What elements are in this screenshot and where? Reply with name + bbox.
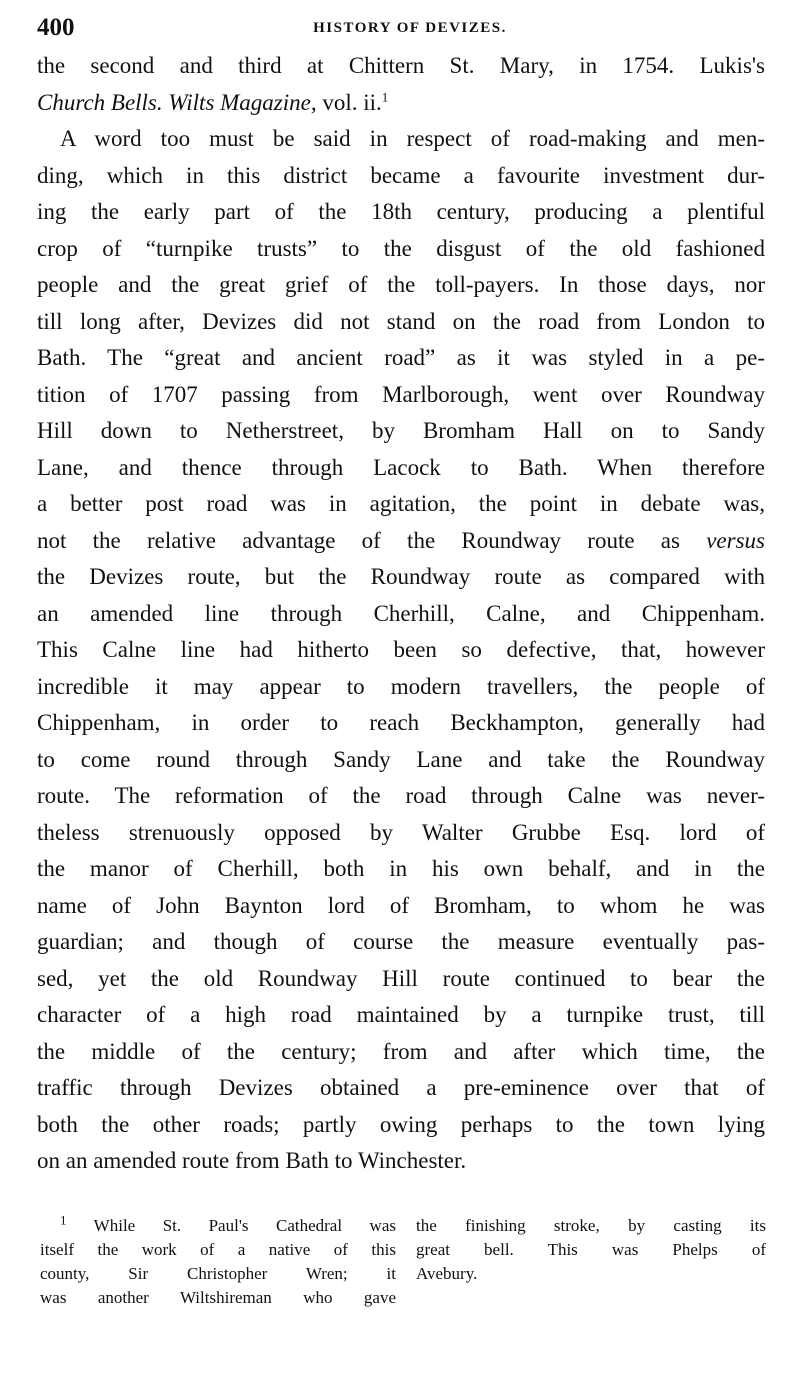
text-line: sed, yet the old Roundway Hill route continued to bear the [37, 965, 765, 991]
text-line: ding, which in this district became a favourite investment dur- [37, 162, 765, 188]
text-line: both the other roads; partly owing perhaps to the town lying [37, 1111, 765, 1137]
page-number: 400 [37, 14, 75, 41]
footnote-line [40, 1214, 396, 1238]
text: vol. ii. [316, 89, 382, 115]
text-line: the second and third at Chittern St. Mary, in 1754. Lukis's [37, 53, 765, 78]
text-line: ing the early part of the 18th century, producing a plentiful [37, 199, 765, 224]
text-line: incredible it may appear to modern travellers, the people of [37, 673, 765, 699]
italic-word: versus [706, 527, 765, 553]
text-line: A word too must be said in respect of road-making and men- [60, 126, 765, 151]
text-line: route. The reformation of the road through Calne was never- [37, 783, 765, 808]
text-line: Hill down to Netherstreet, by Bromham Hall on to Sandy [37, 418, 765, 443]
text-line: traffic through Devizes obtained a pre-eminence over that of [37, 1075, 765, 1100]
text-line: the middle of the century; from and after which time, the [37, 1038, 765, 1064]
text-line: the manor of Cherhill, both in his own behalf, and in the [37, 856, 765, 881]
text-line: the Devizes route, but the Roundway route as compared with [37, 564, 765, 589]
footnote-line: great bell. This was Phelps of [416, 1240, 766, 1259]
footnote-marker: 1 [60, 1212, 67, 1228]
text-line: Chippenham, in order to reach Beckhampton, generally had [37, 710, 765, 735]
text-line: an amended line through Cherhill, Calne, and Chippenham. [37, 600, 765, 626]
footnote-line: itself the work of a native of this [40, 1240, 396, 1259]
text-line: to come round through Sandy Lane and take the Roundway [37, 746, 765, 772]
text-line: theless strenuously opposed by Walter Grubbe Esq. lord of [37, 819, 765, 845]
text-line [37, 85, 765, 122]
text-line: people and the great grief of the toll-payers. In those days, nor [37, 272, 765, 297]
footnote-right-column [416, 1214, 766, 1286]
footnote-line: was another Wiltshireman who gave [40, 1288, 396, 1307]
italic-title: Church Bells. [37, 89, 163, 115]
text-line: till long after, Devizes did not stand on the road from London to [37, 308, 765, 334]
footnote-line: the finishing stroke, by casting its [416, 1216, 766, 1235]
running-title: HISTORY OF DEVIZES. [313, 20, 507, 36]
text-line: on an amended route from Bath to Winchester. [37, 1148, 467, 1173]
body-text [37, 48, 765, 1180]
text-line: This Calne line had hitherto been so defective, that, however [37, 637, 765, 662]
text-line: guardian; and though of course the measure eventually pas- [37, 929, 765, 954]
text-line: Lane, and thence through Lacock to Bath. When therefore [37, 454, 765, 480]
text-line: Bath. The “great and ancient road” as it was styled in a pe- [37, 345, 765, 370]
text-line: crop of “turnpike trusts” to the disgust of the old fashioned [37, 235, 765, 261]
text-line [37, 523, 765, 560]
footnote-line: Avebury. [416, 1264, 478, 1283]
text-line: a better post road was in agitation, the point in debate was, [37, 491, 765, 516]
text-line: tition of 1707 passing from Marlborough, went over Roundway [37, 381, 765, 407]
text-line: name of John Baynton lord of Bromham, to whom he was [37, 892, 765, 918]
text: not the relative advantage of the Roundway route as [37, 527, 680, 553]
text: While St. Paul's Cathedral was [66, 1216, 396, 1235]
footnote-left-column [40, 1214, 396, 1310]
footnote-ref: 1 [381, 88, 389, 104]
footnote-line: county, Sir Christopher Wren; it [40, 1264, 396, 1283]
text-line: character of a high road maintained by a turnpike trust, till [37, 1002, 765, 1027]
italic-title: Wilts Magazine, [168, 89, 317, 115]
